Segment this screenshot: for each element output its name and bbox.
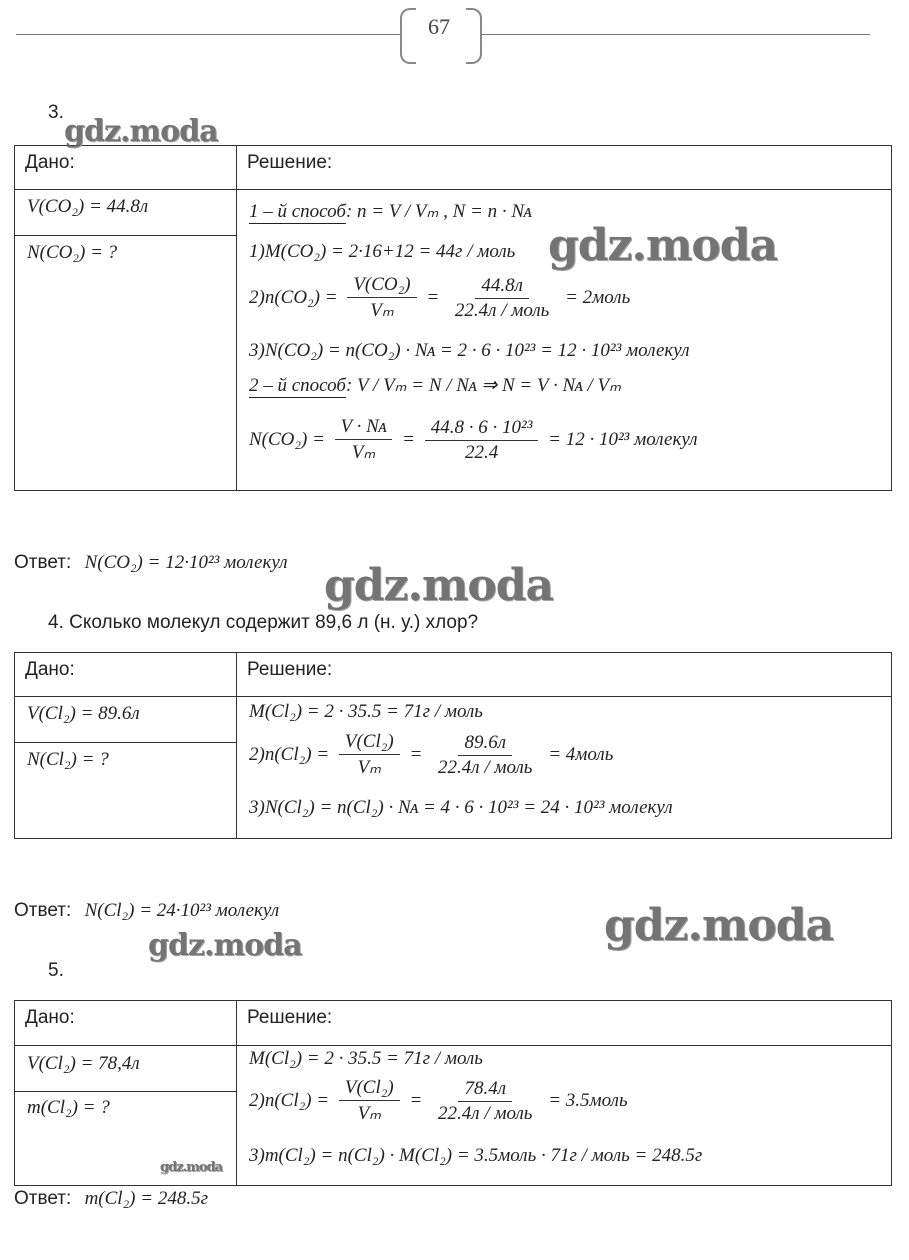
fraction-numerator: V(Cl₂) — [339, 1077, 400, 1101]
fraction-denominator: 22.4л / моль — [438, 756, 533, 778]
problem-5-table — [14, 1000, 892, 1186]
answer-5 — [14, 1188, 208, 1210]
fraction-denominator: Vₘ — [351, 442, 376, 463]
fraction-denominator: 22.4л / моль — [438, 1102, 533, 1124]
formula-line — [249, 374, 621, 397]
fraction-denominator: 22.4л / моль — [454, 299, 550, 321]
page-number: 67 — [428, 14, 450, 39]
solution-header: Решение: — [247, 659, 333, 680]
formula-text: 2)n(CO₂) = — [249, 287, 343, 308]
solution-header: Решение: — [247, 152, 333, 173]
fraction-denominator: Vₘ — [370, 300, 394, 321]
formula-text: : n = V / Vₘ , N = n · Nᴀ — [345, 201, 532, 222]
fraction-numerator: 89.6л — [458, 732, 512, 756]
formula-text: : V / Vₘ = N / Nᴀ ⇒ N = V · Nᴀ / Vₘ — [345, 375, 621, 396]
formula-text: 2)n(Cl₂) = — [249, 744, 334, 765]
answer-value: m(Cl₂) = 248.5г — [84, 1188, 208, 1209]
fraction — [432, 1078, 538, 1125]
fraction-denominator: Vₘ — [357, 757, 382, 778]
given-header: Дано: — [25, 1007, 75, 1028]
fraction-numerator: V(Cl₂) — [339, 731, 400, 755]
fraction-numerator: V · Nᴀ — [335, 416, 393, 440]
answer-value: N(Cl₂) = 24·10²³ молекул — [84, 900, 280, 921]
formula-text: = — [404, 1090, 428, 1111]
fraction-numerator: 44.8л — [475, 275, 529, 299]
fraction — [339, 731, 400, 779]
formula-text: N(CO₂) = — [249, 429, 330, 450]
fraction — [347, 274, 416, 322]
given-unknown: m(Cl₂) = ? — [27, 1097, 110, 1118]
fraction-denominator: Vₘ — [357, 1103, 382, 1124]
answer-4 — [14, 900, 279, 922]
header-rule-right — [482, 34, 870, 35]
given-header: Дано: — [25, 659, 75, 680]
formula-line — [249, 1077, 628, 1125]
fraction-denominator: 22.4 — [464, 441, 499, 463]
formula-line — [249, 1048, 483, 1070]
formula-text: = 2моль — [560, 287, 631, 308]
answer-label: Ответ: — [14, 1188, 72, 1209]
header-rule-left — [16, 34, 400, 35]
method-heading: 1 – й способ — [249, 200, 346, 222]
given-value: V(CO₂) = 44.8л — [27, 196, 149, 217]
watermark-logo: gdz.moda — [604, 900, 834, 951]
formula-text: 3)N(CO₂) = n(CO₂) · Nᴀ = 2 · 6 · 10²³ = 12 · 10²³ молекул — [249, 340, 690, 361]
page-number-bracket-left — [400, 8, 416, 64]
fraction — [335, 416, 393, 464]
answer-3 — [14, 552, 288, 574]
watermark-logo: gdz.moda — [324, 560, 554, 611]
formula-text: M(Cl₂) = 2 · 35.5 = 71г / моль — [249, 701, 483, 722]
formula-line — [249, 340, 690, 362]
formula-text: = — [421, 287, 444, 308]
formula-line — [249, 1145, 702, 1167]
problem-3-table — [14, 145, 892, 491]
formula-text: = 3.5моль — [543, 1090, 628, 1111]
formula-text: M(Cl₂) = 2 · 35.5 = 71г / моль — [249, 1048, 483, 1069]
problem-5-number: 5. — [48, 960, 64, 981]
given-unknown: N(Cl₂) = ? — [27, 749, 109, 770]
formula-line — [249, 701, 483, 723]
answer-label: Ответ: — [14, 552, 72, 573]
problem-4-statement: 4. Сколько молекул содержит 89,6 л (н. у.) хлор? — [48, 612, 479, 633]
formula-text: = 12 · 10²³ молекул — [543, 429, 698, 450]
given-value: V(Cl₂) = 78,4л — [27, 1053, 140, 1074]
formula-text: 2)n(Cl₂) = — [249, 1090, 334, 1111]
watermark-logo: gdz.moda — [148, 928, 302, 963]
answer-value: N(CO₂) = 12·10²³ молекул — [84, 552, 288, 573]
given-unknown: N(CO₂) = ? — [27, 242, 118, 263]
formula-line — [249, 731, 613, 779]
formula-text: = — [397, 429, 420, 450]
formula-text: = 4моль — [543, 744, 614, 765]
watermark-logo: gdz.moda — [160, 1160, 223, 1175]
watermark-logo: gdz.moda — [64, 114, 218, 149]
formula-text: 3)m(Cl₂) = n(Cl₂) · M(Cl₂) = 3.5моль · 71г / моль = 248.5г — [249, 1145, 703, 1166]
formula-line — [249, 241, 515, 263]
problem-3-number: 3. — [48, 102, 64, 123]
method-heading: 2 – й способ — [249, 374, 346, 396]
fraction — [425, 417, 539, 464]
formula-text: 3)N(Cl₂) = n(Cl₂) · Nᴀ = 4 · 6 · 10²³ = 24 · 10²³ молекул — [249, 797, 673, 818]
fraction — [449, 275, 555, 322]
given-value: V(Cl₂) = 89.6л — [27, 703, 140, 724]
solution-header: Решение: — [247, 1007, 333, 1028]
fraction — [339, 1077, 400, 1125]
formula-text: = — [404, 744, 428, 765]
fraction — [432, 732, 538, 779]
answer-label: Ответ: — [14, 900, 72, 921]
formula-line — [249, 200, 532, 223]
formula-line — [249, 416, 698, 464]
formula-line — [249, 797, 673, 819]
problem-4-table — [14, 652, 892, 839]
page-number-bracket-right — [466, 8, 482, 64]
formula-line — [249, 274, 630, 322]
fraction-numerator: V(CO₂) — [347, 274, 416, 298]
fraction-numerator: 78.4л — [458, 1078, 512, 1102]
given-header: Дано: — [25, 152, 75, 173]
fraction-numerator: 44.8 · 6 · 10²³ — [425, 417, 539, 441]
formula-text: 1)M(CO₂) = 2·16+12 = 44г / моль — [249, 241, 516, 262]
watermark-logo: gdz.moda — [548, 220, 778, 271]
